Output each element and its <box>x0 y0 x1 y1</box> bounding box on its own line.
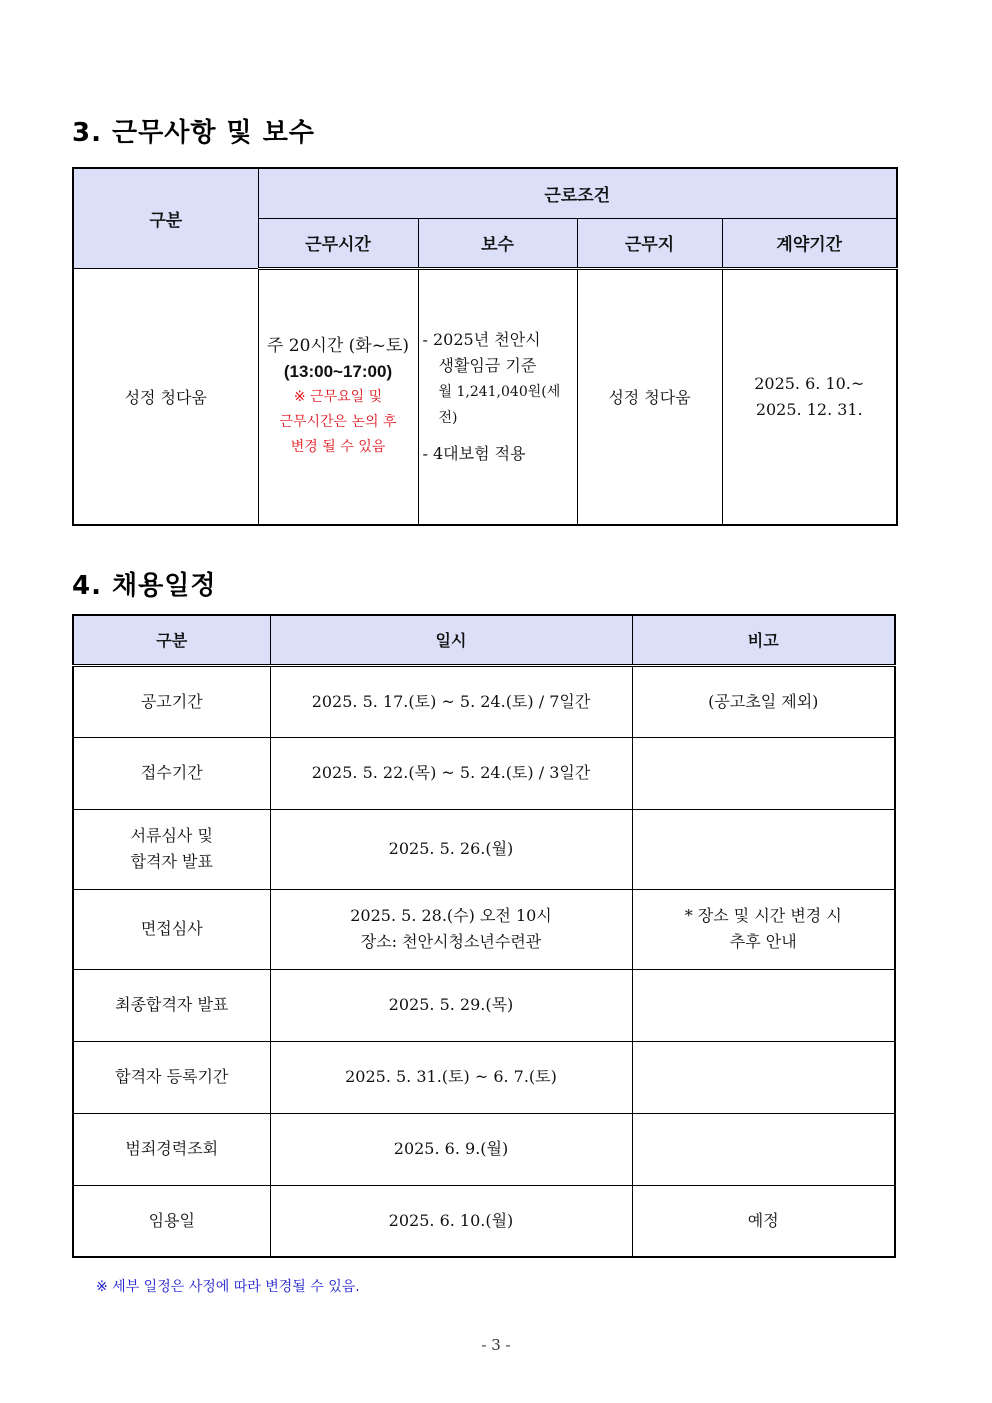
hours-note3: 변경 될 수 있음 <box>290 439 386 455</box>
schedule-note <box>632 969 895 1041</box>
schedule-date-line1: 2025. 6. 10.(월) <box>388 1210 514 1230</box>
section4-title: 4. 채용일정 <box>72 571 217 601</box>
schedule-date-line1: 2025. 5. 29.(목) <box>388 995 514 1014</box>
schedule-category <box>73 737 270 809</box>
schedule-date <box>270 809 632 889</box>
schedule-date <box>270 1041 632 1113</box>
schedule-note <box>632 1113 895 1185</box>
schedule-table <box>72 614 896 1258</box>
table-row <box>73 1041 895 1113</box>
contract-line2: 2025. 12. 31. <box>755 399 863 419</box>
schedule-category-line1: 공고기간 <box>140 691 203 711</box>
schedule-date <box>270 665 632 737</box>
schedule-header-date: 일시 <box>270 615 632 665</box>
schedule-footnote: ※ 세부 일정은 사정에 따라 변경될 수 있음. <box>96 1279 360 1295</box>
row-category: 성정 청다움 <box>73 268 258 525</box>
schedule-date <box>270 1113 632 1185</box>
table-row <box>73 1113 895 1185</box>
hours-line1: 주 20시간 (화~토) <box>266 336 410 356</box>
schedule-date <box>270 1185 632 1257</box>
schedule-note <box>632 889 895 969</box>
schedule-category-line1: 접수기간 <box>140 763 203 782</box>
row-workplace: 성정 청다움 <box>577 268 722 525</box>
pay-line2: 생활임금 기준 <box>438 355 537 375</box>
schedule-note <box>632 1041 895 1113</box>
header-contract: 계약기간 <box>722 218 897 268</box>
schedule-note <box>632 809 895 889</box>
schedule-date-line1: 2025. 5. 26.(월) <box>388 839 514 858</box>
schedule-note <box>632 665 895 737</box>
pay-line3: 월 1,241,040원(세전) <box>438 383 561 426</box>
hours-note2: 근무시간은 논의 후 <box>279 414 397 430</box>
work-conditions-table <box>72 167 898 526</box>
schedule-date-line2: 장소: 천안시청소년수련관 <box>360 932 542 951</box>
schedule-category-line1: 서류심사 및 <box>130 826 213 845</box>
schedule-category-line1: 면접심사 <box>140 919 203 938</box>
pay-line1: - 2025년 천안시 <box>422 329 541 349</box>
schedule-header-note: 비고 <box>632 615 895 665</box>
schedule-category <box>73 1113 270 1185</box>
row-pay <box>418 268 577 525</box>
contract-line1: 2025. 6. 10.~ <box>754 373 865 393</box>
schedule-date <box>270 969 632 1041</box>
schedule-note-line1: * 장소 및 시간 변경 시 <box>684 906 842 925</box>
schedule-date-line1: 2025. 5. 22.(목) ~ 5. 24.(토) / 3일간 <box>311 763 591 782</box>
schedule-category <box>73 1185 270 1257</box>
schedule-category <box>73 889 270 969</box>
schedule-header-category: 구분 <box>73 615 270 665</box>
schedule-category <box>73 809 270 889</box>
header-category: 구분 <box>73 168 258 268</box>
schedule-date <box>270 737 632 809</box>
section3-title: 3. 근무사항 및 보수 <box>72 118 315 148</box>
schedule-note-line1: 예정 <box>747 1210 779 1230</box>
table-row <box>73 969 895 1041</box>
schedule-note-line1: (공고초일 제외) <box>708 691 819 711</box>
schedule-category <box>73 969 270 1041</box>
page-number: - 3 - <box>481 1336 511 1354</box>
hours-line2: (13:00~17:00) <box>283 362 393 381</box>
header-conditions: 근로조건 <box>258 168 897 218</box>
schedule-category-line1: 최종합격자 발표 <box>115 995 229 1014</box>
schedule-date <box>270 889 632 969</box>
header-workplace: 근무지 <box>577 218 722 268</box>
schedule-category-line2: 합격자 발표 <box>130 852 213 871</box>
schedule-note-line2: 추후 안내 <box>729 932 797 951</box>
table-row <box>73 889 895 969</box>
row-contract <box>722 268 897 525</box>
schedule-date-line1: 2025. 5. 31.(토) ~ 6. 7.(토) <box>345 1067 557 1086</box>
row-hours <box>258 268 418 525</box>
schedule-date-line1: 2025. 6. 9.(월) <box>393 1139 509 1158</box>
table-row <box>73 809 895 889</box>
hours-note1: ※ 근무요일 및 <box>293 389 383 405</box>
table-row <box>73 1185 895 1257</box>
table-row <box>73 737 895 809</box>
pay-line4: - 4대보험 적용 <box>422 443 526 463</box>
schedule-category-line1: 범죄경력조회 <box>125 1139 219 1158</box>
header-pay: 보수 <box>418 218 577 268</box>
schedule-category <box>73 1041 270 1113</box>
header-hours: 근무시간 <box>258 218 418 268</box>
schedule-note <box>632 737 895 809</box>
table-row <box>73 665 895 737</box>
schedule-date-line1: 2025. 5. 28.(수) 오전 10시 <box>350 906 552 925</box>
schedule-date-line1: 2025. 5. 17.(토) ~ 5. 24.(토) / 7일간 <box>311 691 591 711</box>
schedule-category-line1: 임용일 <box>148 1210 195 1230</box>
schedule-note <box>632 1185 895 1257</box>
schedule-category-line1: 합격자 등록기간 <box>115 1067 229 1086</box>
schedule-category <box>73 665 270 737</box>
